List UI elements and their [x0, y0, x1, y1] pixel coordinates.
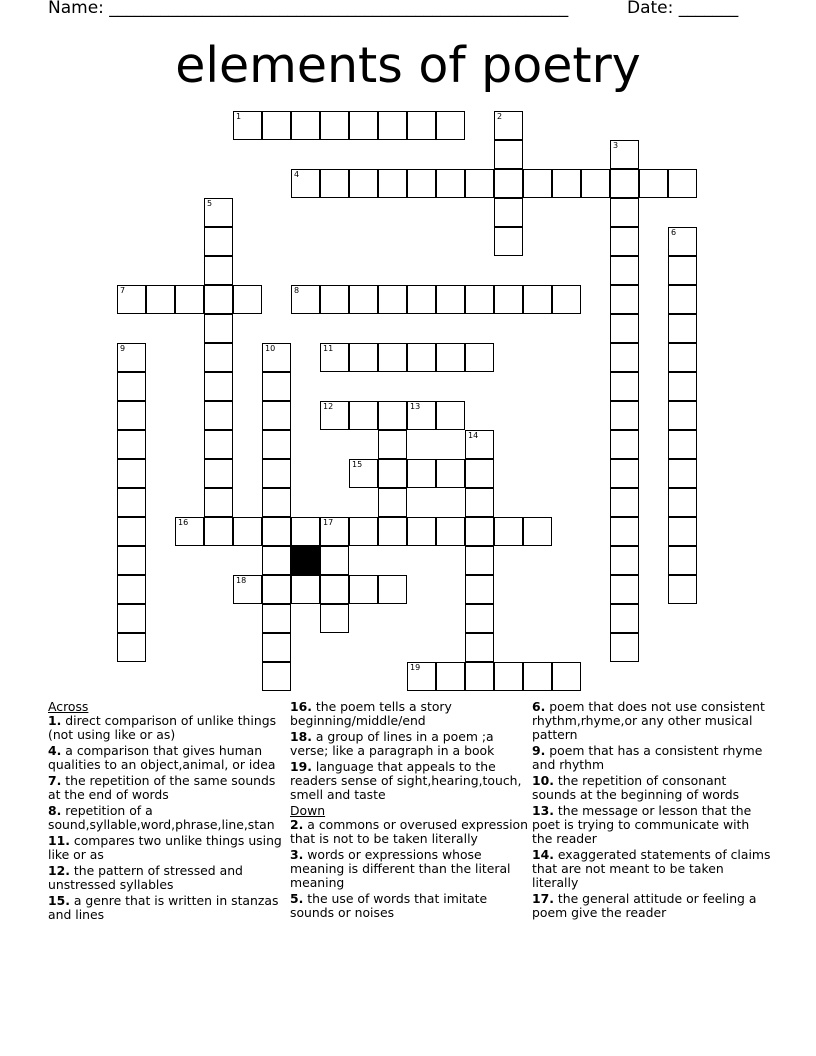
clue-item-number: 13. — [532, 803, 554, 818]
clue-number: 3 — [613, 141, 619, 150]
clue-item — [48, 834, 288, 862]
clue-number: 1 — [236, 112, 242, 121]
grid-cell[interactable] — [465, 169, 494, 198]
grid-cell[interactable] — [262, 604, 291, 633]
clue-item-text: the poem tells a story beginning/middle/end — [290, 699, 452, 728]
grid-cell[interactable] — [610, 430, 639, 459]
grid-cell[interactable] — [465, 517, 494, 546]
grid-cell[interactable] — [291, 285, 320, 314]
grid-cell[interactable] — [320, 343, 349, 372]
grid-cell[interactable] — [117, 372, 146, 401]
clue-item — [532, 848, 772, 890]
clue-item-text: poem that does not use consistent rhythm,rhyme,or any other musical pattern — [532, 699, 765, 742]
grid-cell[interactable] — [465, 285, 494, 314]
grid-cell[interactable] — [407, 285, 436, 314]
grid-cell[interactable] — [610, 575, 639, 604]
grid-cell[interactable] — [610, 488, 639, 517]
clues-column-2 — [290, 700, 530, 922]
clue-item-number: 12. — [48, 863, 70, 878]
grid-cell[interactable] — [378, 517, 407, 546]
grid-cell[interactable] — [465, 662, 494, 691]
grid-cell[interactable] — [204, 401, 233, 430]
grid-cell[interactable] — [117, 401, 146, 430]
grid-cell[interactable] — [465, 575, 494, 604]
grid-cell[interactable] — [407, 517, 436, 546]
grid-cell[interactable] — [436, 517, 465, 546]
grid-cell[interactable] — [465, 546, 494, 575]
across-heading: Across — [48, 699, 89, 714]
grid-cell[interactable] — [494, 517, 523, 546]
grid-cell[interactable] — [668, 401, 697, 430]
clue-item — [48, 894, 288, 922]
clue-item-text: the general attitude or feeling a poem give the reader — [532, 891, 757, 920]
grid-cell[interactable] — [610, 604, 639, 633]
grid-cell[interactable] — [668, 430, 697, 459]
clue-item-text: the repetition of the same sounds at the end of words — [48, 773, 276, 802]
grid-cell[interactable] — [233, 285, 262, 314]
grid-cell[interactable] — [494, 140, 523, 169]
grid-cell[interactable] — [204, 314, 233, 343]
grid-cell[interactable] — [668, 517, 697, 546]
grid-cell[interactable] — [494, 169, 523, 198]
grid-cell[interactable] — [117, 604, 146, 633]
grid-cell[interactable] — [668, 314, 697, 343]
clue-item-text: the message or lesson that the poet is trying to communicate with the reader — [532, 803, 752, 846]
grid-cell[interactable] — [291, 169, 320, 198]
grid-cell[interactable] — [204, 517, 233, 546]
grid-cell[interactable] — [610, 314, 639, 343]
grid-cell[interactable] — [436, 459, 465, 488]
clue-item-text: language that appeals to the readers sense of sight,hearing,touch, smell and taste — [290, 759, 522, 802]
grid-cell[interactable] — [378, 575, 407, 604]
grid-cell[interactable] — [117, 575, 146, 604]
clue-number: 17 — [323, 518, 334, 527]
clue-number: 4 — [294, 170, 300, 179]
clue-item-text: the pattern of stressed and unstressed syllables — [48, 863, 243, 892]
clue-item-number: 16. — [290, 699, 312, 714]
grid-cell[interactable] — [610, 285, 639, 314]
clue-item — [290, 848, 530, 890]
clue-item — [48, 804, 288, 832]
grid-cell[interactable] — [668, 575, 697, 604]
grid-cell[interactable] — [117, 459, 146, 488]
grid-cell[interactable] — [523, 662, 552, 691]
clue-item-number: 6. — [532, 699, 546, 714]
grid-cell[interactable] — [407, 662, 436, 691]
clue-item-number: 8. — [48, 803, 62, 818]
clue-item-number: 14. — [532, 847, 554, 862]
clue-number: 13 — [410, 402, 421, 411]
grid-cell[interactable] — [436, 111, 465, 140]
grid-cell[interactable] — [523, 517, 552, 546]
clue-number: 15 — [352, 460, 363, 469]
clue-number: 12 — [323, 402, 334, 411]
grid-cell[interactable] — [204, 459, 233, 488]
grid-cell[interactable] — [204, 227, 233, 256]
down-clue-list — [290, 818, 530, 920]
clue-item-number: 1. — [48, 713, 62, 728]
clue-item — [290, 818, 530, 846]
clue-item — [290, 700, 530, 728]
clue-number: 14 — [468, 431, 479, 440]
grid-cell[interactable] — [320, 517, 349, 546]
grid-cell[interactable] — [320, 604, 349, 633]
clue-item-number: 9. — [532, 743, 546, 758]
grid-cell[interactable] — [262, 575, 291, 604]
clue-item-text: a commons or overused expression that is not to be taken literally — [290, 817, 528, 846]
grid-cell[interactable] — [204, 430, 233, 459]
grid-cell[interactable] — [262, 372, 291, 401]
grid-cell[interactable] — [262, 488, 291, 517]
grid-cell[interactable] — [204, 343, 233, 372]
grid-cell[interactable] — [175, 285, 204, 314]
grid-cell[interactable] — [436, 169, 465, 198]
clue-item-text: words or expressions whose meaning is different than the literal meaning — [290, 847, 511, 890]
clue-number: 9 — [120, 344, 126, 353]
clue-item — [532, 744, 772, 772]
grid-cell[interactable] — [668, 343, 697, 372]
grid-cell[interactable] — [436, 662, 465, 691]
clue-item-text: compares two unlike things using like or as — [48, 833, 282, 862]
clue-item — [532, 700, 772, 742]
clue-item-text: the repetition of consonant sounds at the beginning of words — [532, 773, 740, 802]
across-clue-list-continued — [290, 700, 530, 802]
grid-cell[interactable] — [465, 488, 494, 517]
grid-cell[interactable] — [610, 140, 639, 169]
down-clue-list-continued — [532, 700, 772, 920]
grid-cell[interactable] — [204, 488, 233, 517]
grid-cell[interactable] — [465, 604, 494, 633]
grid-cell[interactable] — [291, 111, 320, 140]
grid-cell[interactable] — [378, 169, 407, 198]
grid-cell[interactable] — [610, 343, 639, 372]
grid-cell[interactable] — [378, 430, 407, 459]
grid-cell[interactable] — [668, 488, 697, 517]
clue-item-number: 17. — [532, 891, 554, 906]
grid-cell[interactable] — [204, 256, 233, 285]
clue-item-text: poem that has a consistent rhyme and rhythm — [532, 743, 763, 772]
grid-cell[interactable] — [610, 633, 639, 662]
grid-cell[interactable] — [668, 256, 697, 285]
grid-cell[interactable] — [610, 546, 639, 575]
grid-cell[interactable] — [494, 111, 523, 140]
date-field[interactable]: Date: _______ — [627, 0, 739, 18]
clue-item-text: exaggerated statements of claims that are not meant to be taken literally — [532, 847, 771, 890]
grid-cell[interactable] — [262, 517, 291, 546]
grid-cell[interactable] — [349, 111, 378, 140]
grid-cell[interactable] — [610, 227, 639, 256]
clue-number: 8 — [294, 286, 300, 295]
grid-cell[interactable] — [117, 343, 146, 372]
grid-cell[interactable] — [378, 459, 407, 488]
grid-cell[interactable] — [494, 285, 523, 314]
clue-number: 16 — [178, 518, 189, 527]
clue-item-text: direct comparison of unlike things (not using like or as) — [48, 713, 277, 742]
grid-cell[interactable] — [668, 169, 697, 198]
grid-cell[interactable] — [668, 372, 697, 401]
grid-cell[interactable] — [552, 285, 581, 314]
grid-cell[interactable] — [465, 430, 494, 459]
clue-item — [532, 774, 772, 802]
clue-item — [532, 892, 772, 920]
grid-cell[interactable] — [668, 546, 697, 575]
clue-item — [48, 744, 288, 772]
clue-item — [532, 804, 772, 846]
grid-cell[interactable] — [436, 401, 465, 430]
clue-item-number: 5. — [290, 891, 304, 906]
grid-cell[interactable] — [117, 488, 146, 517]
clues-column-1 — [48, 700, 288, 924]
grid-cell[interactable] — [436, 343, 465, 372]
grid-cell[interactable] — [378, 111, 407, 140]
grid-cell[interactable] — [668, 285, 697, 314]
grid-cell[interactable] — [233, 111, 262, 140]
clue-item-number: 15. — [48, 893, 70, 908]
grid-cell[interactable] — [291, 517, 320, 546]
grid-cell[interactable] — [117, 430, 146, 459]
grid-cell[interactable] — [610, 459, 639, 488]
name-field[interactable]: Name: ______________________________________________________ — [48, 0, 569, 18]
grid-cell[interactable] — [610, 198, 639, 227]
grid-cell[interactable] — [465, 459, 494, 488]
grid-cell[interactable] — [349, 401, 378, 430]
grid-cell[interactable] — [262, 430, 291, 459]
grid-cell[interactable] — [407, 459, 436, 488]
grid-cell[interactable] — [262, 343, 291, 372]
grid-cell[interactable] — [378, 488, 407, 517]
grid-cell[interactable] — [349, 169, 378, 198]
grid-cell[interactable] — [204, 198, 233, 227]
clue-item — [48, 864, 288, 892]
grid-cell[interactable] — [639, 169, 668, 198]
grid-cell[interactable] — [117, 633, 146, 662]
grid-cell[interactable] — [320, 546, 349, 575]
grid-cell[interactable] — [378, 285, 407, 314]
clue-item-number: 18. — [290, 729, 312, 744]
grid-cell[interactable] — [581, 169, 610, 198]
clue-item-number: 4. — [48, 743, 62, 758]
clue-number: 6 — [671, 228, 677, 237]
clue-number: 5 — [207, 199, 213, 208]
grid-cell[interactable] — [610, 517, 639, 546]
page-title: elements of poetry — [175, 37, 641, 94]
grid-cell[interactable] — [552, 169, 581, 198]
grid-cell[interactable] — [262, 662, 291, 691]
grid-cell[interactable] — [320, 169, 349, 198]
grid-cell[interactable] — [436, 285, 465, 314]
grid-cell[interactable] — [610, 372, 639, 401]
grid-cell[interactable] — [349, 343, 378, 372]
grid-cell[interactable] — [378, 343, 407, 372]
grid-cell[interactable] — [668, 459, 697, 488]
grid-cell[interactable] — [552, 662, 581, 691]
clue-item-text: a genre that is written in stanzas and lines — [48, 893, 279, 922]
grid-cell[interactable] — [494, 227, 523, 256]
grid-cell[interactable] — [668, 227, 697, 256]
clue-item — [290, 730, 530, 758]
grid-cell[interactable] — [146, 285, 175, 314]
grid-cell[interactable] — [320, 285, 349, 314]
clue-item — [290, 892, 530, 920]
grid-cell[interactable] — [407, 169, 436, 198]
clue-item — [290, 760, 530, 802]
grid-cell[interactable] — [262, 633, 291, 662]
grid-cell[interactable] — [262, 111, 291, 140]
grid-cell[interactable] — [320, 401, 349, 430]
grid-cell[interactable] — [349, 285, 378, 314]
grid-cell[interactable] — [233, 575, 262, 604]
grid-cell[interactable] — [349, 459, 378, 488]
clue-item-text: a group of lines in a poem ;a verse; like a paragraph in a book — [290, 729, 495, 758]
grid-cell[interactable] — [117, 285, 146, 314]
grid-cell[interactable] — [610, 256, 639, 285]
grid-cell[interactable] — [523, 285, 552, 314]
clue-number: 7 — [120, 286, 126, 295]
grid-cell[interactable] — [610, 401, 639, 430]
grid-cell[interactable] — [204, 372, 233, 401]
grid-cell[interactable] — [117, 517, 146, 546]
clue-item-number: 7. — [48, 773, 62, 788]
clue-item-number: 3. — [290, 847, 304, 862]
grid-cell[interactable] — [320, 111, 349, 140]
grid-cell[interactable] — [204, 285, 233, 314]
clue-number: 2 — [497, 112, 503, 121]
grid-cell[interactable] — [349, 517, 378, 546]
grid-cell[interactable] — [320, 575, 349, 604]
grid-cell[interactable] — [262, 401, 291, 430]
grid-cell[interactable] — [233, 517, 262, 546]
grid-cell[interactable] — [523, 169, 552, 198]
grid-cell[interactable] — [117, 546, 146, 575]
clue-number: 19 — [410, 663, 421, 672]
black-cell — [291, 546, 320, 575]
clue-number: 10 — [265, 344, 276, 353]
grid-cell[interactable] — [494, 198, 523, 227]
clues-column-3 — [532, 700, 772, 922]
grid-cell[interactable] — [291, 575, 320, 604]
clue-item-text: a comparison that gives human qualities to an object,animal, or idea — [48, 743, 276, 772]
grid-cell[interactable] — [262, 459, 291, 488]
grid-cell[interactable] — [465, 633, 494, 662]
grid-cell[interactable] — [407, 343, 436, 372]
grid-cell[interactable] — [262, 546, 291, 575]
grid-cell[interactable] — [175, 517, 204, 546]
clue-item — [48, 714, 288, 742]
grid-cell[interactable] — [378, 401, 407, 430]
clue-item-number: 19. — [290, 759, 312, 774]
clue-item-text: the use of words that imitate sounds or noises — [290, 891, 488, 920]
grid-cell[interactable] — [494, 662, 523, 691]
grid-cell[interactable] — [465, 343, 494, 372]
clue-item-number: 11. — [48, 833, 70, 848]
grid-cell[interactable] — [407, 111, 436, 140]
clue-item — [48, 774, 288, 802]
clue-item-number: 2. — [290, 817, 304, 832]
clue-number: 11 — [323, 344, 334, 353]
grid-cell[interactable] — [610, 169, 639, 198]
clue-item-text: repetition of a sound,syllable,word,phrase,line,stan — [48, 803, 275, 832]
grid-cell[interactable] — [349, 575, 378, 604]
down-heading: Down — [290, 803, 326, 818]
across-clue-list — [48, 714, 288, 922]
clue-number: 18 — [236, 576, 247, 585]
clue-item-number: 10. — [532, 773, 554, 788]
grid-cell[interactable] — [407, 401, 436, 430]
